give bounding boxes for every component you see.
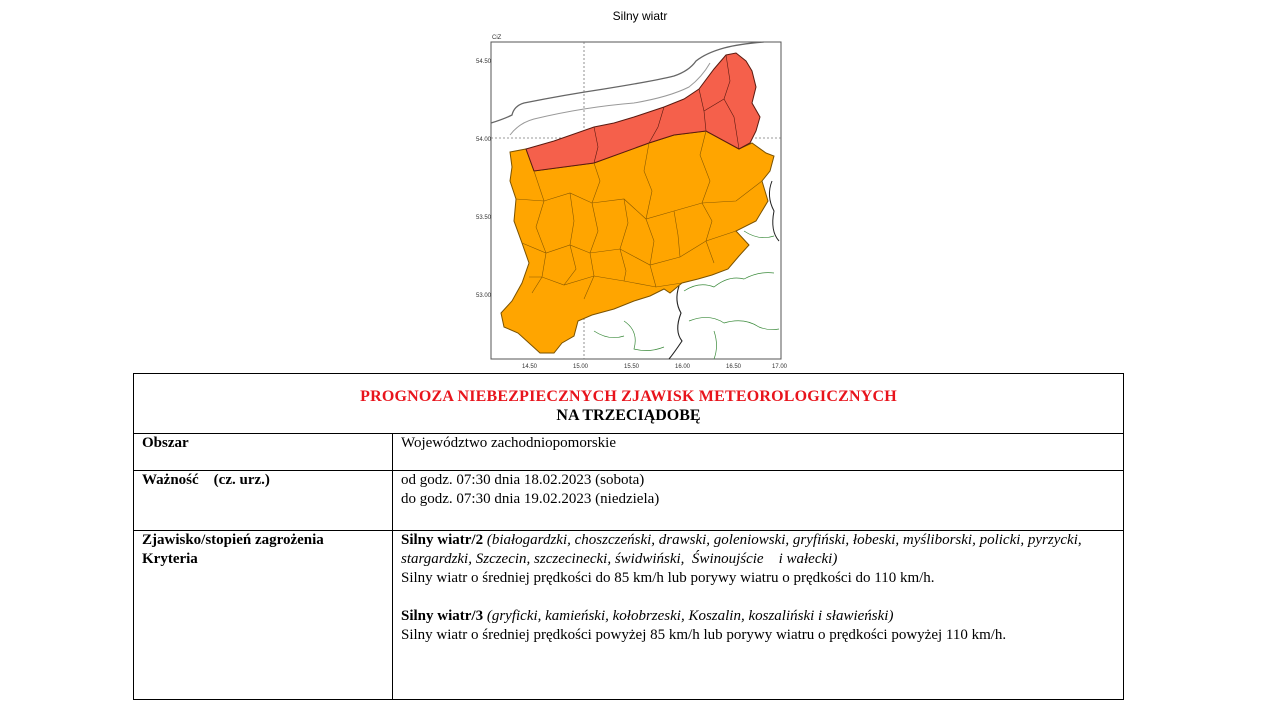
validity-from: od godz. 07:30 dnia 18.02.2023 (sobota) <box>401 472 645 488</box>
area-label-cell <box>134 434 393 471</box>
validity-to: do godz. 07:30 dnia 19.02.2023 (niedziela) <box>401 491 660 507</box>
level2-description: Silny wiatr o średniej prędkości do 85 km/h lub porywy wiatru o prędkości do 110 km/h. <box>401 570 935 586</box>
level2-districts: (białogardzki, choszczeński, drawski, goleniowski, gryfiński, łobeski, myśliborski, policki, pyrzycki, stargardzki, Szczecin, szczecinecki, świdwiński, Świnoujście i wałecki) <box>401 532 1086 567</box>
lat-tick: 54.50 <box>476 59 492 65</box>
area-label: Obszar <box>142 435 189 451</box>
area-value: Województwo zachodniopomorskie <box>401 435 616 451</box>
lon-tick: 16.00 <box>675 364 691 370</box>
level3-block <box>401 607 1115 626</box>
level3-description: Silny wiatr o średniej prędkości powyżej 85 km/h lub porywy wiatru o prędkości powyżej 110 km/h. <box>401 627 1007 643</box>
lon-tick: 16.50 <box>726 364 742 370</box>
level2-name: Silny wiatr/2 <box>401 532 484 548</box>
validity-label: Ważność (cz. urz.) <box>142 472 270 488</box>
validity-row <box>134 471 1124 531</box>
phenomenon-row <box>134 531 1124 700</box>
lon-tick: 15.50 <box>624 364 640 370</box>
table-header <box>134 374 1124 434</box>
lat-tick: 54.00 <box>476 137 492 143</box>
forecast-subtitle: NA TRZECIĄDOBĘ <box>556 406 701 424</box>
warning-table <box>133 373 1124 700</box>
criteria-label: Kryteria <box>142 551 198 567</box>
level3-districts: (gryficki, kamieński, kołobrzeski, Koszalin, koszaliński i sławieński) <box>486 608 894 624</box>
phenomenon-label: Zjawisko/stopień zagrożenia <box>142 532 324 548</box>
lat-tick: 53.50 <box>476 215 492 221</box>
lon-ticks <box>522 364 788 370</box>
phenomenon-value-cell <box>393 531 1124 700</box>
forecast-title: PROGNOZA NIEBEZPIECZNYCH ZJAWISK METEOROLOGICZNYCH <box>360 387 897 405</box>
validity-value-cell <box>393 471 1124 531</box>
warning-map <box>474 31 794 375</box>
phenomenon-label-cell <box>134 531 393 700</box>
table-header-row <box>134 374 1124 434</box>
map-title: Silny wiatr <box>612 9 668 23</box>
area-row <box>134 434 1124 471</box>
lon-tick: 17.00 <box>772 364 788 370</box>
level3-name: Silny wiatr/3 <box>401 608 484 624</box>
level2-block <box>401 531 1115 569</box>
map-corner-label: CiZ <box>492 35 502 41</box>
lat-ticks <box>476 59 492 299</box>
lon-tick: 15.00 <box>573 364 589 370</box>
lon-tick: 14.50 <box>522 364 538 370</box>
validity-label-cell <box>134 471 393 531</box>
area-value-cell <box>393 434 1124 471</box>
lat-tick: 53.00 <box>476 293 492 299</box>
